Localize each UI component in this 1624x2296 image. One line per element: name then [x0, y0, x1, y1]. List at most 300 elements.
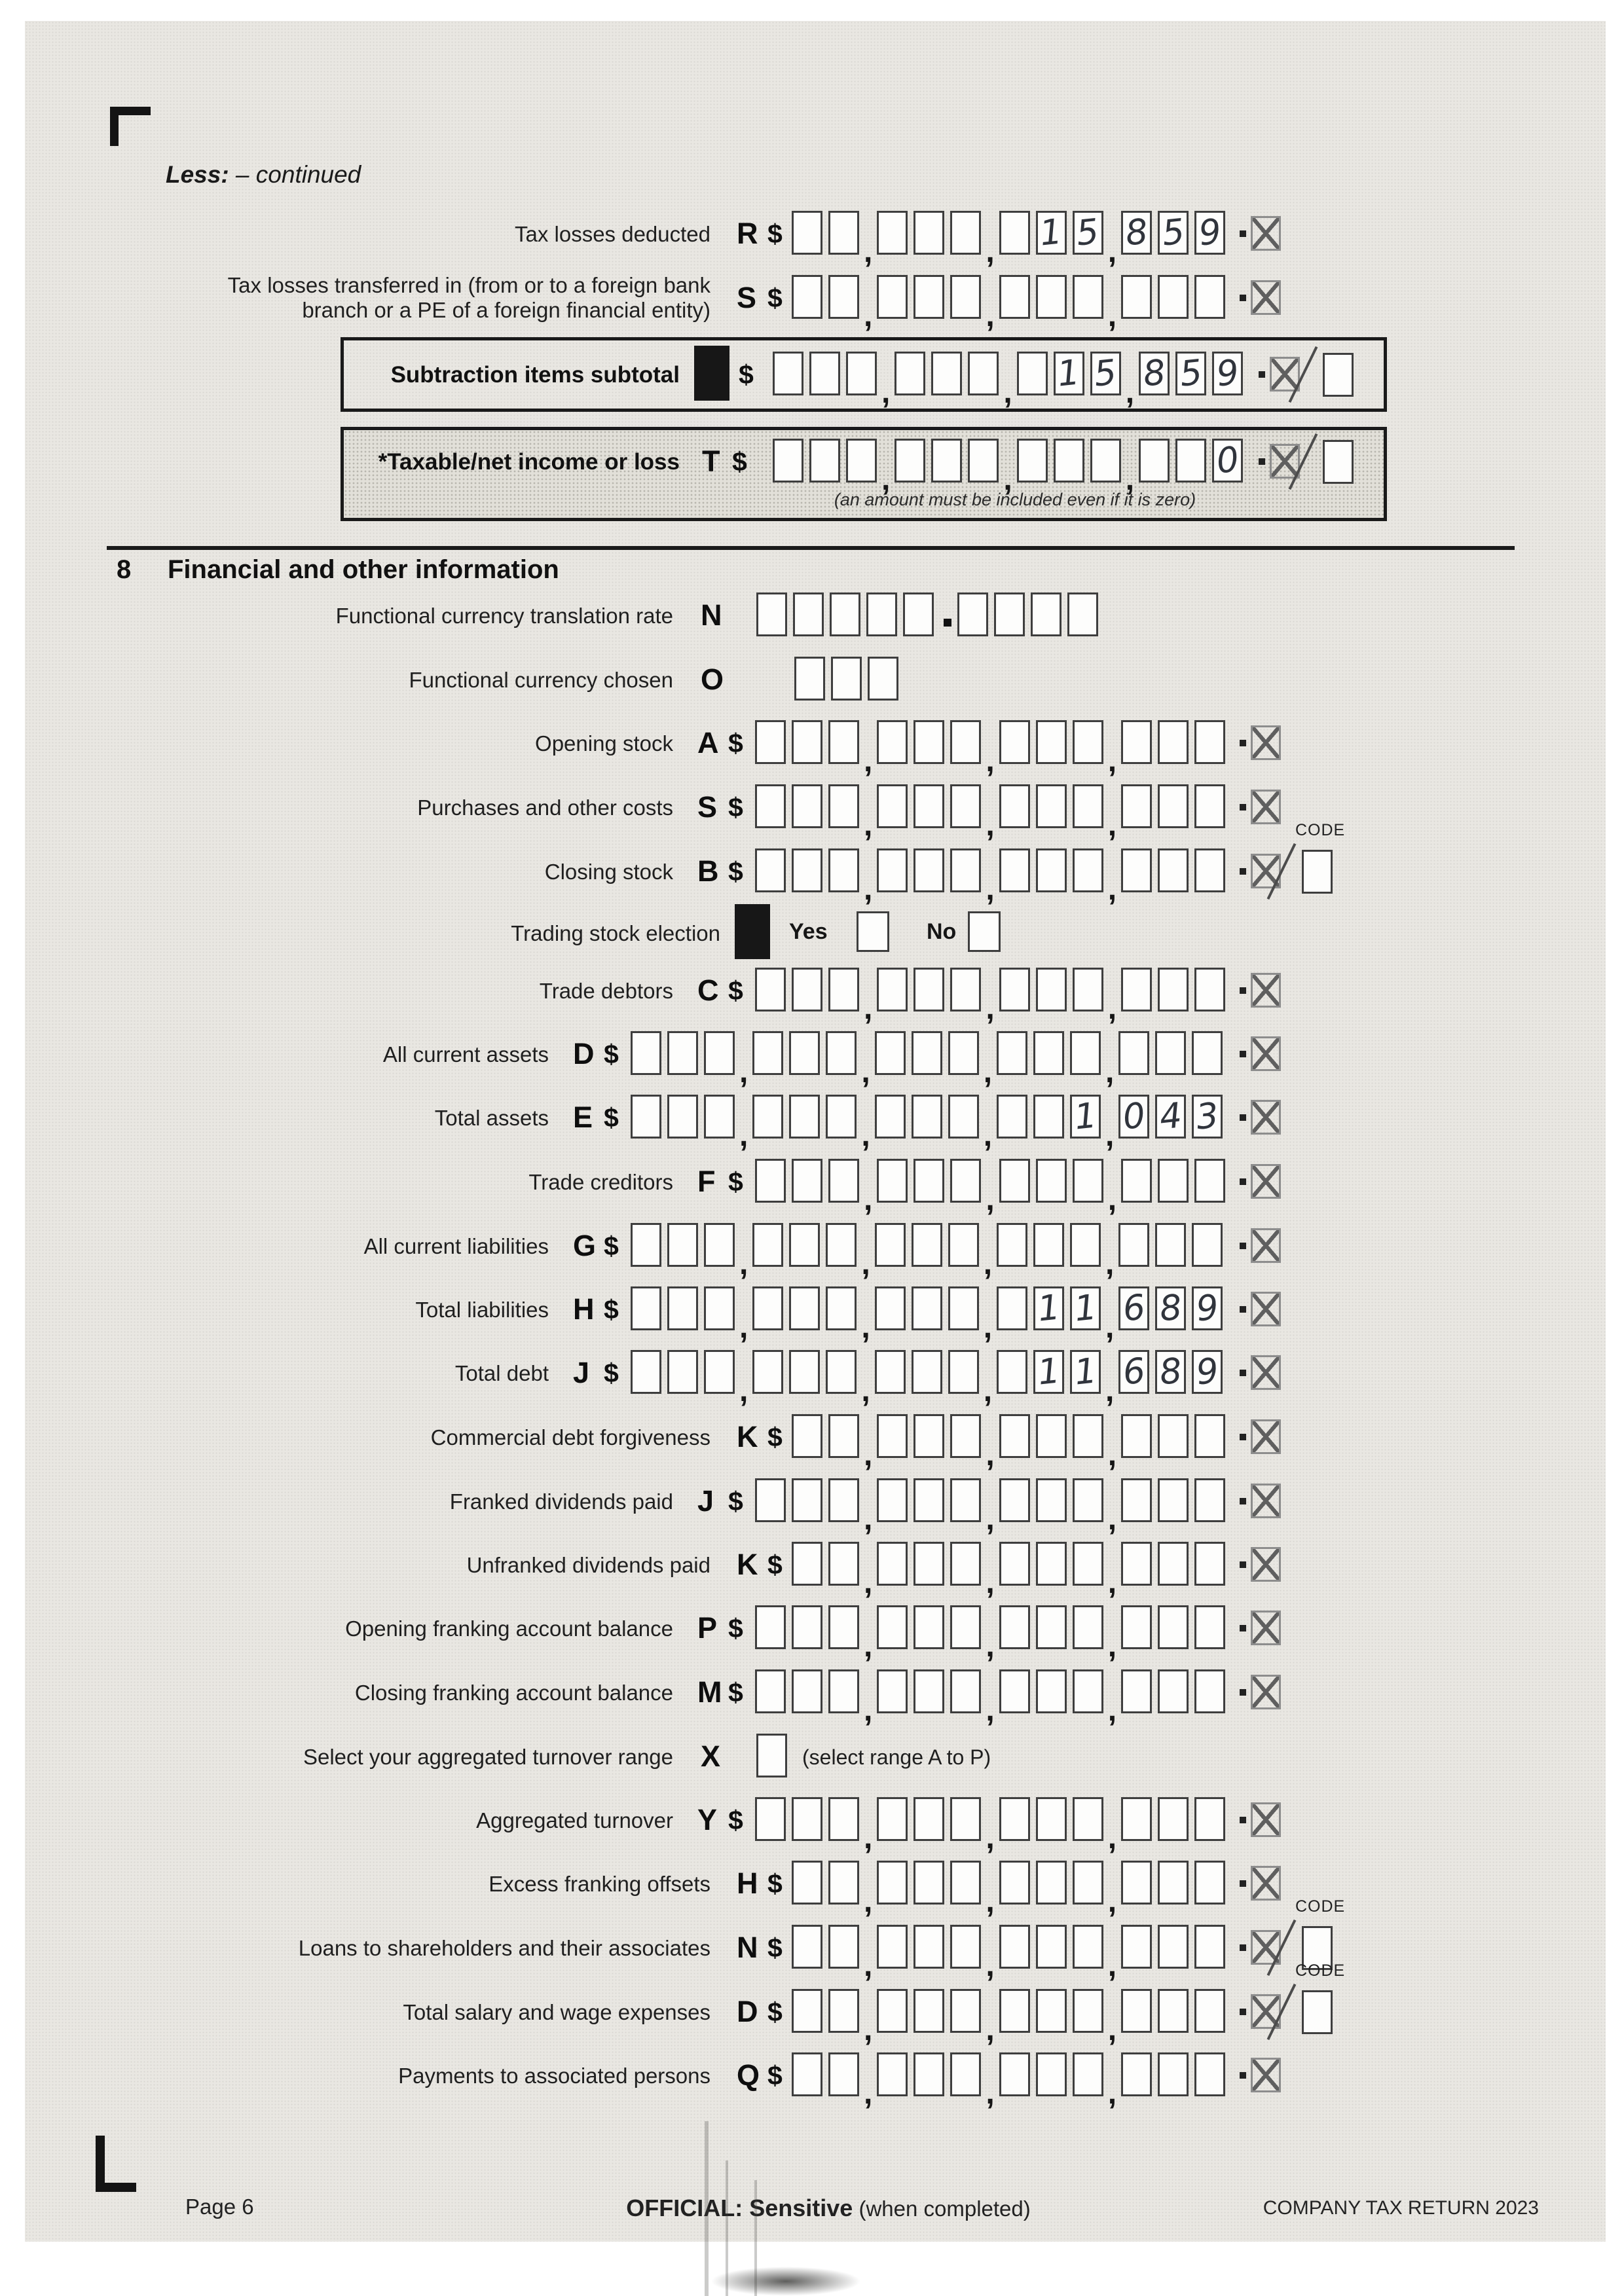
- digit-box[interactable]: [999, 1478, 1030, 1522]
- digit-box[interactable]: [997, 1095, 1027, 1139]
- digit-box[interactable]: [1194, 1797, 1225, 1841]
- digit-box[interactable]: [1073, 1925, 1103, 1969]
- digit-box[interactable]: [752, 1286, 783, 1330]
- digit-box[interactable]: [895, 352, 925, 395]
- digit-box[interactable]: [1194, 2052, 1225, 2096]
- digit-box[interactable]: [877, 1605, 908, 1649]
- digit-box[interactable]: [1212, 439, 1243, 483]
- digit-box[interactable]: [828, 1669, 859, 1713]
- digit-box[interactable]: [1139, 439, 1170, 483]
- digit-box[interactable]: [877, 1989, 908, 2033]
- digit-box[interactable]: [950, 784, 981, 828]
- digit-box[interactable]: [913, 2052, 944, 2096]
- digit-box[interactable]: [1090, 439, 1121, 483]
- digit-box[interactable]: [999, 2052, 1030, 2096]
- digit-box[interactable]: [1036, 275, 1067, 319]
- digit-box[interactable]: [1155, 1350, 1186, 1394]
- digit-box[interactable]: [1017, 352, 1048, 395]
- digit-box[interactable]: [1158, 1605, 1189, 1649]
- digit-box[interactable]: [752, 1223, 783, 1267]
- digit-box[interactable]: [1118, 1031, 1149, 1075]
- digit-box[interactable]: [999, 1989, 1030, 2033]
- digit-box[interactable]: [631, 1095, 661, 1139]
- digit-box[interactable]: [912, 1031, 942, 1075]
- digit-box[interactable]: [792, 1925, 822, 1969]
- digit-box[interactable]: [1073, 1669, 1103, 1713]
- code-box[interactable]: [1302, 850, 1333, 894]
- digit-box[interactable]: [1175, 352, 1206, 395]
- digit-box[interactable]: [1073, 1414, 1103, 1458]
- digit-box[interactable]: [950, 1925, 981, 1969]
- digit-box[interactable]: [877, 1414, 908, 1458]
- digit-box[interactable]: [1036, 1605, 1067, 1649]
- digit-box[interactable]: [997, 1031, 1027, 1075]
- digit-box[interactable]: [828, 275, 859, 319]
- digit-box[interactable]: [792, 1478, 822, 1522]
- digit-box[interactable]: [1033, 1286, 1064, 1330]
- digit-box[interactable]: [999, 1605, 1030, 1649]
- digit-box[interactable]: [828, 1861, 859, 1904]
- digit-box[interactable]: [773, 352, 803, 395]
- digit-box[interactable]: [1158, 2052, 1189, 2096]
- no-checkbox[interactable]: [968, 911, 1001, 952]
- digit-box[interactable]: [667, 1223, 698, 1267]
- digit-box[interactable]: [1192, 1286, 1223, 1330]
- digit-box[interactable]: [950, 1542, 981, 1586]
- digit-box[interactable]: [866, 592, 897, 636]
- digit-box[interactable]: [809, 439, 840, 483]
- digit-box[interactable]: [913, 1797, 944, 1841]
- code-box[interactable]: [1323, 353, 1354, 397]
- yes-checkbox[interactable]: [857, 911, 889, 952]
- digit-box[interactable]: [913, 275, 944, 319]
- digit-box[interactable]: [631, 1031, 661, 1075]
- digit-box[interactable]: [950, 1414, 981, 1458]
- digit-box[interactable]: [1033, 1095, 1064, 1139]
- digit-box[interactable]: [704, 1031, 735, 1075]
- digit-box[interactable]: [948, 1286, 979, 1330]
- digit-box[interactable]: [1054, 352, 1084, 395]
- digit-box[interactable]: [1121, 1925, 1152, 1969]
- digit-box[interactable]: [773, 439, 803, 483]
- digit-box[interactable]: [1118, 1350, 1149, 1394]
- digit-box[interactable]: [826, 1286, 857, 1330]
- digit-box[interactable]: [752, 1095, 783, 1139]
- digit-box[interactable]: [877, 1861, 908, 1904]
- digit-box[interactable]: [912, 1286, 942, 1330]
- digit-box[interactable]: [1036, 211, 1067, 255]
- digit-box[interactable]: [1158, 848, 1189, 892]
- digit-box[interactable]: [877, 1159, 908, 1203]
- digit-box[interactable]: [755, 720, 786, 764]
- digit-box[interactable]: [755, 848, 786, 892]
- digit-box[interactable]: [950, 1159, 981, 1203]
- digit-box[interactable]: [1073, 1542, 1103, 1586]
- digit-box[interactable]: [1118, 1286, 1149, 1330]
- digit-box[interactable]: [1118, 1095, 1149, 1139]
- digit-box[interactable]: [957, 592, 988, 636]
- digit-box[interactable]: [1158, 968, 1189, 1011]
- digit-box[interactable]: [1073, 968, 1103, 1011]
- digit-box[interactable]: [1158, 275, 1189, 319]
- digit-box[interactable]: [755, 968, 786, 1011]
- digit-box[interactable]: [877, 211, 908, 255]
- digit-box[interactable]: [1073, 1861, 1103, 1904]
- digit-box[interactable]: [826, 1223, 857, 1267]
- digit-box[interactable]: [1036, 1989, 1067, 2033]
- digit-box[interactable]: [755, 1797, 786, 1841]
- digit-box[interactable]: [913, 1159, 944, 1203]
- digit-box[interactable]: [828, 784, 859, 828]
- code-box[interactable]: [1323, 440, 1354, 484]
- digit-box[interactable]: [999, 968, 1030, 1011]
- code-box[interactable]: [1302, 1990, 1333, 2034]
- digit-box[interactable]: [997, 1286, 1027, 1330]
- digit-box[interactable]: [1121, 2052, 1152, 2096]
- digit-box[interactable]: [1194, 1159, 1225, 1203]
- digit-box[interactable]: [631, 1286, 661, 1330]
- digit-box[interactable]: [912, 1095, 942, 1139]
- digit-box[interactable]: [1192, 1350, 1223, 1394]
- digit-box[interactable]: [755, 784, 786, 828]
- digit-box[interactable]: [1121, 1605, 1152, 1649]
- digit-box[interactable]: [950, 968, 981, 1011]
- digit-box[interactable]: [792, 2052, 822, 2096]
- digit-box[interactable]: [999, 720, 1030, 764]
- digit-box[interactable]: [1192, 1095, 1223, 1139]
- digit-box[interactable]: [1033, 1031, 1064, 1075]
- digit-box[interactable]: [950, 211, 981, 255]
- digit-box[interactable]: [1121, 1797, 1152, 1841]
- digit-box[interactable]: [1121, 1414, 1152, 1458]
- digit-box[interactable]: [1194, 1478, 1225, 1522]
- digit-box[interactable]: [1121, 275, 1152, 319]
- digit-box[interactable]: [1175, 439, 1206, 483]
- digit-box[interactable]: [1090, 352, 1121, 395]
- digit-box[interactable]: [704, 1223, 735, 1267]
- digit-box[interactable]: [950, 1478, 981, 1522]
- digit-box[interactable]: [1158, 1542, 1189, 1586]
- digit-box[interactable]: [631, 1350, 661, 1394]
- digit-box[interactable]: [1036, 1861, 1067, 1904]
- digit-box[interactable]: [828, 1542, 859, 1586]
- digit-box[interactable]: [912, 1223, 942, 1267]
- digit-box[interactable]: [931, 352, 962, 395]
- digit-box[interactable]: [828, 720, 859, 764]
- digit-box[interactable]: [968, 439, 999, 483]
- digit-box[interactable]: [875, 1095, 906, 1139]
- digit-box[interactable]: [792, 848, 822, 892]
- digit-box[interactable]: [1194, 848, 1225, 892]
- digit-box[interactable]: [999, 1797, 1030, 1841]
- digit-box[interactable]: [875, 1286, 906, 1330]
- digit-box[interactable]: [667, 1031, 698, 1075]
- digit-box[interactable]: [1036, 784, 1067, 828]
- digit-box[interactable]: [1158, 1797, 1189, 1841]
- digit-box[interactable]: [1036, 1542, 1067, 1586]
- digit-box[interactable]: [1036, 1414, 1067, 1458]
- digit-box[interactable]: [667, 1095, 698, 1139]
- digit-box[interactable]: [789, 1350, 820, 1394]
- digit-box[interactable]: [1073, 275, 1103, 319]
- digit-box[interactable]: [1194, 1542, 1225, 1586]
- digit-box[interactable]: [826, 1350, 857, 1394]
- digit-box[interactable]: [793, 592, 824, 636]
- digit-box[interactable]: [968, 352, 999, 395]
- digit-box[interactable]: [1036, 1478, 1067, 1522]
- digit-box[interactable]: [950, 1669, 981, 1713]
- digit-box[interactable]: [1194, 1861, 1225, 1904]
- digit-box[interactable]: [828, 1989, 859, 2033]
- digit-box[interactable]: [826, 1031, 857, 1075]
- digit-box[interactable]: [789, 1286, 820, 1330]
- digit-box[interactable]: [913, 1925, 944, 1969]
- digit-box[interactable]: [875, 1223, 906, 1267]
- digit-box[interactable]: [913, 848, 944, 892]
- digit-box[interactable]: [1070, 1031, 1101, 1075]
- digit-box[interactable]: [828, 2052, 859, 2096]
- digit-box[interactable]: [792, 1797, 822, 1841]
- digit-box[interactable]: [1073, 2052, 1103, 2096]
- digit-box[interactable]: [912, 1350, 942, 1394]
- digit-box[interactable]: [1073, 720, 1103, 764]
- digit-box[interactable]: [1194, 275, 1225, 319]
- digit-box[interactable]: [913, 968, 944, 1011]
- digit-box[interactable]: [1194, 1605, 1225, 1649]
- digit-box[interactable]: [755, 1605, 786, 1649]
- digit-box[interactable]: [877, 784, 908, 828]
- digit-box[interactable]: [931, 439, 962, 483]
- digit-box[interactable]: [1194, 1989, 1225, 2033]
- digit-box[interactable]: [1036, 848, 1067, 892]
- digit-box[interactable]: [792, 968, 822, 1011]
- digit-box[interactable]: [877, 1542, 908, 1586]
- digit-box[interactable]: [1192, 1031, 1223, 1075]
- digit-box[interactable]: [828, 1414, 859, 1458]
- digit-box[interactable]: [1155, 1031, 1186, 1075]
- digit-box[interactable]: [877, 848, 908, 892]
- digit-box[interactable]: [631, 1223, 661, 1267]
- digit-box[interactable]: [997, 1350, 1027, 1394]
- digit-box[interactable]: [1067, 592, 1098, 636]
- digit-box[interactable]: [1121, 968, 1152, 1011]
- digit-box[interactable]: [1194, 784, 1225, 828]
- digit-box[interactable]: [830, 592, 860, 636]
- digit-box[interactable]: [877, 1669, 908, 1713]
- digit-box[interactable]: [792, 211, 822, 255]
- digit-box[interactable]: [704, 1286, 735, 1330]
- digit-box[interactable]: [913, 211, 944, 255]
- digit-box[interactable]: [1194, 1925, 1225, 1969]
- digit-box[interactable]: [792, 1605, 822, 1649]
- digit-box[interactable]: [756, 1734, 787, 1777]
- digit-box[interactable]: [792, 1159, 822, 1203]
- digit-box[interactable]: [950, 1989, 981, 2033]
- digit-box[interactable]: [999, 848, 1030, 892]
- digit-box[interactable]: [1070, 1223, 1101, 1267]
- digit-box[interactable]: [792, 720, 822, 764]
- digit-box[interactable]: [877, 1478, 908, 1522]
- digit-box[interactable]: [1158, 720, 1189, 764]
- digit-box[interactable]: [831, 657, 862, 701]
- digit-box[interactable]: [1036, 2052, 1067, 2096]
- digit-box[interactable]: [1194, 1414, 1225, 1458]
- digit-box[interactable]: [1054, 439, 1084, 483]
- digit-box[interactable]: [1121, 784, 1152, 828]
- digit-box[interactable]: [875, 1031, 906, 1075]
- digit-box[interactable]: [828, 1605, 859, 1649]
- digit-box[interactable]: [828, 211, 859, 255]
- digit-box[interactable]: [1121, 211, 1152, 255]
- digit-box[interactable]: [1121, 1861, 1152, 1904]
- digit-box[interactable]: [1212, 352, 1243, 395]
- digit-box[interactable]: [1073, 1989, 1103, 2033]
- digit-box[interactable]: [1121, 1542, 1152, 1586]
- digit-box[interactable]: [877, 968, 908, 1011]
- digit-box[interactable]: [1073, 1159, 1103, 1203]
- digit-box[interactable]: [875, 1350, 906, 1394]
- digit-box[interactable]: [1031, 592, 1061, 636]
- digit-box[interactable]: [755, 1478, 786, 1522]
- digit-box[interactable]: [792, 1669, 822, 1713]
- digit-box[interactable]: [877, 1797, 908, 1841]
- digit-box[interactable]: [1073, 211, 1103, 255]
- digit-box[interactable]: [752, 1031, 783, 1075]
- digit-box[interactable]: [895, 439, 925, 483]
- digit-box[interactable]: [789, 1223, 820, 1267]
- digit-box[interactable]: [950, 2052, 981, 2096]
- digit-box[interactable]: [792, 1414, 822, 1458]
- digit-box[interactable]: [1121, 1159, 1152, 1203]
- digit-box[interactable]: [999, 1861, 1030, 1904]
- digit-box[interactable]: [913, 1542, 944, 1586]
- digit-box[interactable]: [1158, 1925, 1189, 1969]
- digit-box[interactable]: [1073, 784, 1103, 828]
- digit-box[interactable]: [999, 1925, 1030, 1969]
- digit-box[interactable]: [999, 1542, 1030, 1586]
- digit-box[interactable]: [950, 720, 981, 764]
- digit-box[interactable]: [950, 1605, 981, 1649]
- digit-box[interactable]: [704, 1095, 735, 1139]
- digit-box[interactable]: [792, 1861, 822, 1904]
- digit-box[interactable]: [877, 2052, 908, 2096]
- digit-box[interactable]: [1073, 1478, 1103, 1522]
- digit-box[interactable]: [1158, 1159, 1189, 1203]
- digit-box[interactable]: [846, 439, 877, 483]
- digit-box[interactable]: [752, 1350, 783, 1394]
- digit-box[interactable]: [913, 1861, 944, 1904]
- digit-box[interactable]: [913, 1605, 944, 1649]
- digit-box[interactable]: [792, 1542, 822, 1586]
- digit-box[interactable]: [1036, 1925, 1067, 1969]
- digit-box[interactable]: [1036, 1669, 1067, 1713]
- digit-box[interactable]: [667, 1286, 698, 1330]
- digit-box[interactable]: [1073, 1605, 1103, 1649]
- digit-box[interactable]: [1073, 848, 1103, 892]
- digit-box[interactable]: [755, 1159, 786, 1203]
- digit-box[interactable]: [792, 275, 822, 319]
- digit-box[interactable]: [1194, 1669, 1225, 1713]
- digit-box[interactable]: [1121, 1989, 1152, 2033]
- digit-box[interactable]: [1033, 1350, 1064, 1394]
- digit-box[interactable]: [1158, 1478, 1189, 1522]
- digit-box[interactable]: [868, 657, 898, 701]
- digit-box[interactable]: [950, 1797, 981, 1841]
- digit-box[interactable]: [1158, 784, 1189, 828]
- digit-box[interactable]: [1121, 720, 1152, 764]
- digit-box[interactable]: [1158, 1861, 1189, 1904]
- digit-box[interactable]: [828, 1925, 859, 1969]
- digit-box[interactable]: [1158, 1414, 1189, 1458]
- digit-box[interactable]: [828, 1797, 859, 1841]
- digit-box[interactable]: [913, 1669, 944, 1713]
- digit-box[interactable]: [948, 1095, 979, 1139]
- digit-box[interactable]: [1158, 1989, 1189, 2033]
- digit-box[interactable]: [877, 720, 908, 764]
- digit-box[interactable]: [1121, 1669, 1152, 1713]
- digit-box[interactable]: [1158, 1669, 1189, 1713]
- digit-box[interactable]: [846, 352, 877, 395]
- digit-box[interactable]: [999, 784, 1030, 828]
- digit-box[interactable]: [948, 1031, 979, 1075]
- digit-box[interactable]: [1036, 1797, 1067, 1841]
- digit-box[interactable]: [913, 720, 944, 764]
- digit-box[interactable]: [809, 352, 840, 395]
- digit-box[interactable]: [999, 211, 1030, 255]
- digit-box[interactable]: [1194, 720, 1225, 764]
- digit-box[interactable]: [1073, 1797, 1103, 1841]
- digit-box[interactable]: [789, 1095, 820, 1139]
- digit-box[interactable]: [948, 1223, 979, 1267]
- digit-box[interactable]: [913, 784, 944, 828]
- digit-box[interactable]: [794, 657, 825, 701]
- digit-box[interactable]: [913, 1414, 944, 1458]
- digit-box[interactable]: [903, 592, 934, 636]
- digit-box[interactable]: [828, 1159, 859, 1203]
- digit-box[interactable]: [950, 848, 981, 892]
- digit-box[interactable]: [1155, 1223, 1186, 1267]
- digit-box[interactable]: [792, 1989, 822, 2033]
- digit-box[interactable]: [756, 592, 787, 636]
- digit-box[interactable]: [1070, 1286, 1101, 1330]
- digit-box[interactable]: [828, 1478, 859, 1522]
- digit-box[interactable]: [1158, 211, 1189, 255]
- digit-box[interactable]: [1118, 1223, 1149, 1267]
- digit-box[interactable]: [1121, 848, 1152, 892]
- digit-box[interactable]: [828, 968, 859, 1011]
- digit-box[interactable]: [877, 275, 908, 319]
- digit-box[interactable]: [1036, 968, 1067, 1011]
- digit-box[interactable]: [948, 1350, 979, 1394]
- digit-box[interactable]: [704, 1350, 735, 1394]
- digit-box[interactable]: [1155, 1095, 1186, 1139]
- digit-box[interactable]: [999, 1159, 1030, 1203]
- digit-box[interactable]: [789, 1031, 820, 1075]
- digit-box[interactable]: [755, 1669, 786, 1713]
- digit-box[interactable]: [1192, 1223, 1223, 1267]
- digit-box[interactable]: [1036, 1159, 1067, 1203]
- digit-box[interactable]: [1139, 352, 1170, 395]
- digit-box[interactable]: [1033, 1223, 1064, 1267]
- digit-box[interactable]: [792, 784, 822, 828]
- digit-box[interactable]: [999, 1414, 1030, 1458]
- digit-box[interactable]: [913, 1478, 944, 1522]
- digit-box[interactable]: [994, 592, 1025, 636]
- digit-box[interactable]: [999, 1669, 1030, 1713]
- digit-box[interactable]: [1017, 439, 1048, 483]
- digit-box[interactable]: [1036, 720, 1067, 764]
- digit-box[interactable]: [950, 1861, 981, 1904]
